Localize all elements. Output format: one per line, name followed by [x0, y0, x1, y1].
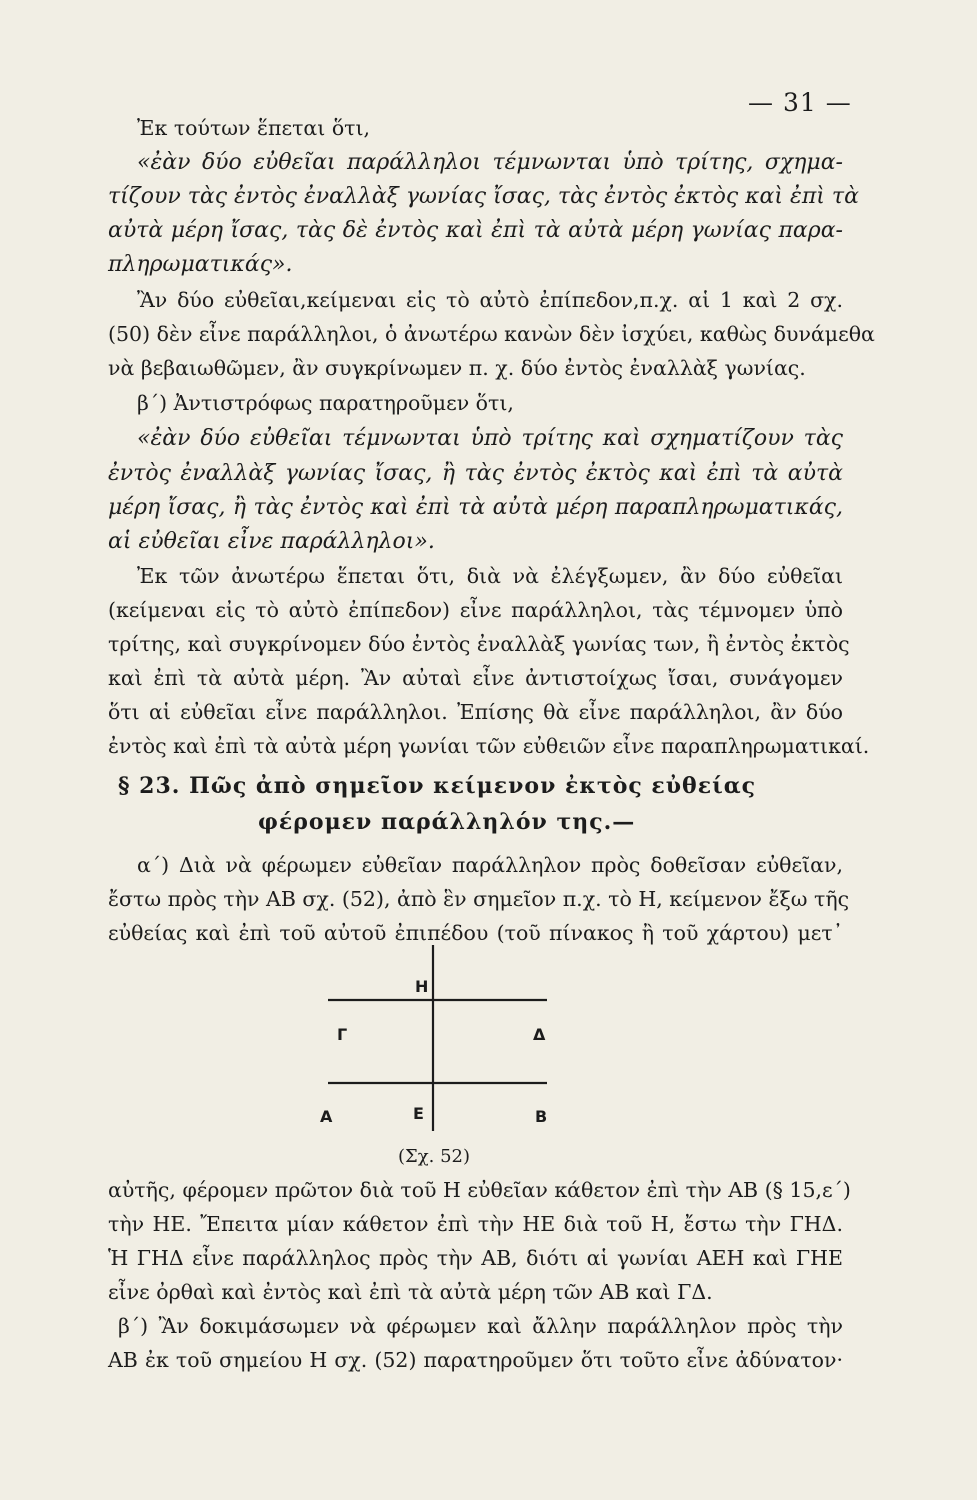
theorem-line: ἐντὸς ἐναλλὰξ γωνίας ἴσας, ἢ τὰς ἐντὸς ἐκτὸς καὶ ἐπὶ τὰ αὐτὰ — [108, 461, 843, 486]
text-line: Ἂν δύο εὐθεῖαι,κείμεναι εἰς τὸ αὐτὸ ἐπίπεδον,π.χ. αἱ 1 καὶ 2 σχ. — [137, 288, 843, 312]
text-line: β´) Ἀντιστρόφως παρατηροῦμεν ὅτι, — [137, 391, 514, 415]
text-line: αὐτῆς, φέρομεν πρῶτον διὰ τοῦ Η εὐθεῖαν κάθετον ἐπὶ τὴν ΑΒ (§ 15,ε´) — [108, 1178, 851, 1202]
theorem-line: «ἐὰν δύο εὐθεῖαι τέμνωνται ὑπὸ τρίτης καὶ σχηματίζουν τὰς — [137, 426, 843, 451]
text-line: ὅτι αἱ εὐθεῖαι εἶνε παράλληλοι. Ἐπίσης θὰ εἶνε παράλληλοι, ἂν δύο — [108, 700, 843, 724]
text-line: Ἡ ΓΗΔ εἶνε παράλληλος πρὸς τὴν ΑΒ, διότι αἱ γωνίαι ΑΕΗ καὶ ΓΗΕ — [108, 1246, 843, 1270]
text-line: καὶ ἐπὶ τὰ αὐτὰ μέρη. Ἂν αὐταὶ εἶνε ἀντιστοίχως ἴσαι, συνάγομεν — [108, 666, 843, 690]
label-D: Δ — [533, 1025, 546, 1044]
label-B: Β — [535, 1107, 548, 1126]
label-H: Η — [415, 977, 429, 996]
text-line: β´) Ἂν δοκιμάσωμεν νὰ φέρωμεν καὶ ἄλλην παράλληλον πρὸς τὴν — [118, 1314, 843, 1338]
text-line: νὰ βεβαιωθῶμεν, ἂν συγκρίνωμεν π. χ. δύο ἐντὸς ἐναλλὰξ γωνίας. — [108, 356, 806, 380]
theorem-line: αὐτὰ μέρη ἴσας, τὰς δὲ ἐντὸς καὶ ἐπὶ τὰ αὐτὰ μέρη γωνίας παρα- — [108, 218, 843, 243]
text-line: Ἐκ τούτων ἕπεται ὅτι, — [137, 116, 371, 140]
text-line: τὴν ΗΕ. Ἔπειτα μίαν κάθετον ἐπὶ τὴν ΗΕ διὰ τοῦ Η, ἔστω τὴν ΓΗΔ. — [108, 1212, 843, 1236]
section-heading: φέρομεν παράλληλόν της.— — [258, 809, 636, 835]
text-line: ἔστω πρὸς τὴν ΑΒ σχ. (52), ἀπὸ ἓν σημεῖον π.χ. τὸ Η, κείμενον ἔξω τῆς — [108, 887, 850, 911]
label-A: Α — [320, 1107, 333, 1126]
theorem-line: πληρωματικάς». — [108, 252, 293, 277]
theorem-line: αἱ εὐθεῖαι εἶνε παράλληλοι». — [108, 529, 435, 554]
theorem-line: «ἐὰν δύο εὐθεῖαι παράλληλοι τέμνωνται ὑπὸ τρίτης, σχημα- — [137, 150, 843, 175]
label-G: Γ — [337, 1025, 348, 1044]
text-line: Ἐκ τῶν ἀνωτέρω ἕπεται ὅτι, διὰ νὰ ἐλέγξωμεν, ἂν δύο εὐθεῖαι — [137, 564, 843, 588]
text-line: ἐντὸς καὶ ἐπὶ τὰ αὐτὰ μέρη γωνίαι τῶν εὐθειῶν εἶνε παραπληρωματικαί. — [108, 734, 870, 758]
label-E: Ε — [413, 1104, 424, 1123]
section-heading: § 23. Πῶς ἀπὸ σημεῖον κείμενον ἐκτὸς εὐθείας — [118, 773, 757, 799]
figure-diagram — [250, 945, 710, 1175]
theorem-line: μέρη ἴσας, ἢ τὰς ἐντὸς καὶ ἐπὶ τὰ αὐτὰ μέρη παραπληρωματικάς, — [108, 495, 843, 520]
page-number: — 31 — — [748, 88, 852, 117]
text-line: ΑΒ ἐκ τοῦ σημείου Η σχ. (52) παρατηροῦμεν ὅτι τοῦτο εἶνε ἀδύνατον· — [108, 1348, 843, 1372]
figure-caption: (Σχ. 52) — [398, 1146, 471, 1167]
text-line: (50) δὲν εἶνε παράλληλοι, ὁ ἀνωτέρω κανὼν δὲν ἰσχύει, καθὼς δυνάμεθα — [108, 322, 875, 346]
text-line: εὐθείας καὶ ἐπὶ τοῦ αὐτοῦ ἐπιπέδου (τοῦ πίνακος ἢ τοῦ χάρτου) μετ᾿ — [108, 921, 843, 945]
text-line: α´) Διὰ νὰ φέρωμεν εὐθεῖαν παράλληλον πρὸς δοθεῖσαν εὐθεῖαν, — [137, 853, 843, 877]
text-line: τρίτης, καὶ συγκρίνομεν δύο ἐντὸς ἐναλλὰξ γωνίας των, ἢ ἐντὸς ἐκτὸς — [108, 632, 850, 656]
text-line: (κείμεναι εἰς τὸ αὐτὸ ἐπίπεδον) εἶνε παράλληλοι, τὰς τέμνομεν ὑπὸ — [108, 598, 843, 622]
text-line: εἶνε ὀρθαὶ καὶ ἐντὸς καὶ ἐπὶ τὰ αὐτὰ μέρη τῶν ΑΒ καὶ ΓΔ. — [108, 1280, 713, 1304]
theorem-line: τίζουν τὰς ἐντὸς ἐναλλὰξ γωνίας ἴσας, τὰς ἐντὸς ἐκτὸς καὶ ἐπὶ τὰ — [108, 184, 859, 209]
figure-52 — [250, 945, 710, 1175]
